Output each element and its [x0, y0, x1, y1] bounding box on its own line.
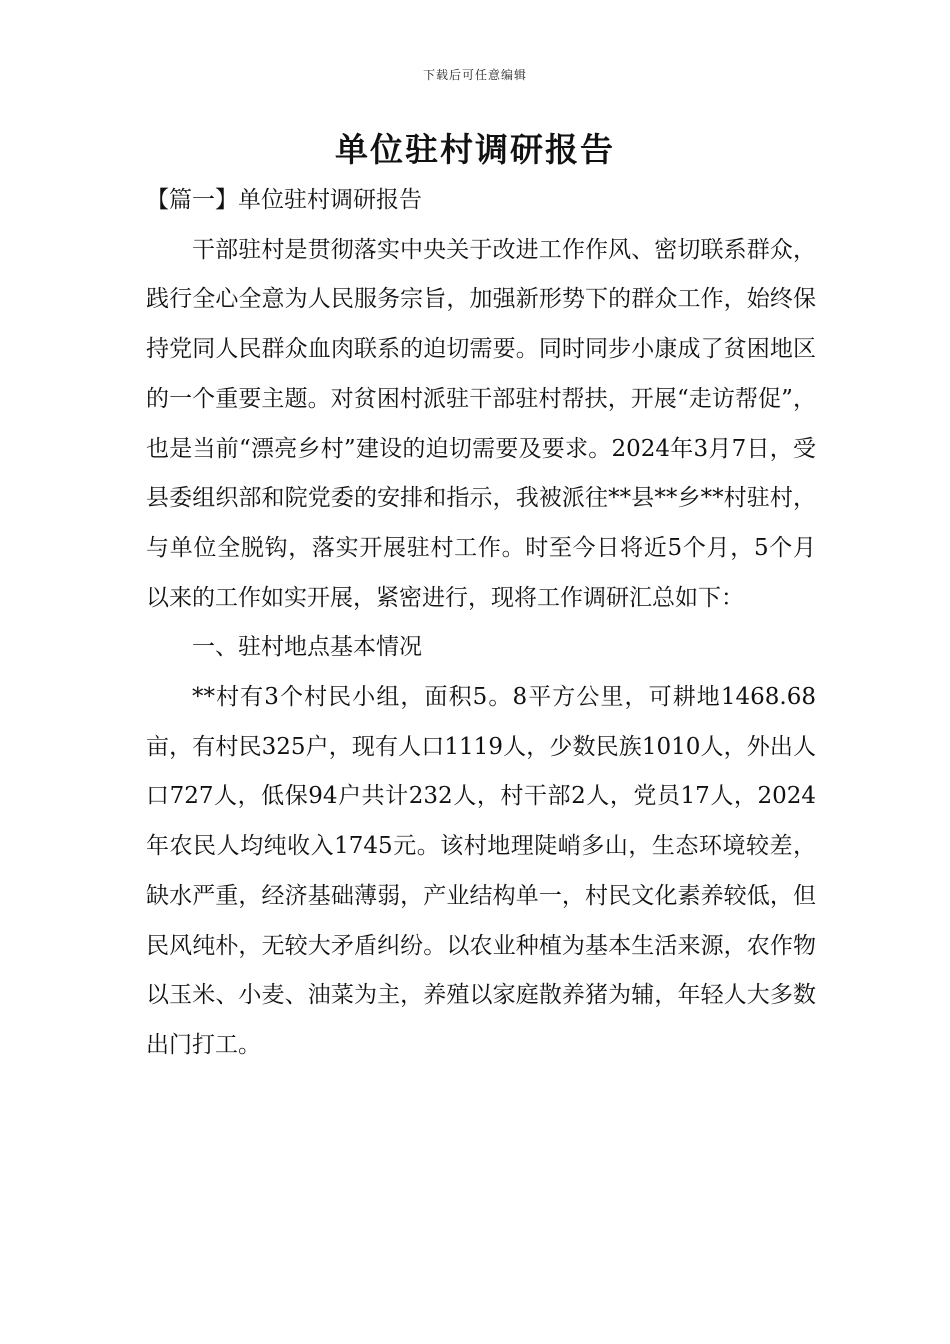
document-title: 单位驻村调研报告 [335, 130, 615, 169]
basic-info-paragraph: **村有3个村民小组，面积5。8平方公里，可耕地1468.68亩，有村民325户，现有人口1119人，少数民族1010人，外出人口727人，低保94户共计232人，村干部2人，党员17人，2024年农民人均纯收入1745元。该村地理陡峭多山，生态环境较差，缺水严重，经济基础薄弱，产业结构单一，村民文化素养较低，但民风纯朴，无较大矛盾纠纷。以农业种植为基本生活来源，农作物以玉米、小麦、油菜为主，养殖以家庭散养猪为辅，年轻人大多数出门打工。 [146, 684, 816, 1058]
section-heading-basic-info: 一、驻村地点基本情况 [192, 634, 422, 661]
header-note: 下载后可任意编辑 [422, 68, 527, 82]
section-heading-part-one: 【篇一】单位驻村调研报告 [146, 187, 422, 213]
document-body [146, 176, 816, 1071]
intro-paragraph: 干部驻村是贯彻落实中央关于改进工作作风、密切联系群众，践行全心全意为人民服务宗旨，加强新形势下的群众工作，始终保持党同人民群众血肉联系的迫切需要。同时同步小康成了贫困地区的一个重要主题。对贫困村派驻干部驻村帮扶，开展“走访帮促”，也是当前“漂亮乡村”建设的迫切需要及要求。2024年3月7日，受县委组织部和院党委的安排和指示，我被派往**县**乡**村驻村，与单位全脱钩，落实开展驻村工作。时至今日将近5个月，5个月以来的工作如实开展，紧密进行，现将工作调研汇总如下： [146, 236, 816, 611]
